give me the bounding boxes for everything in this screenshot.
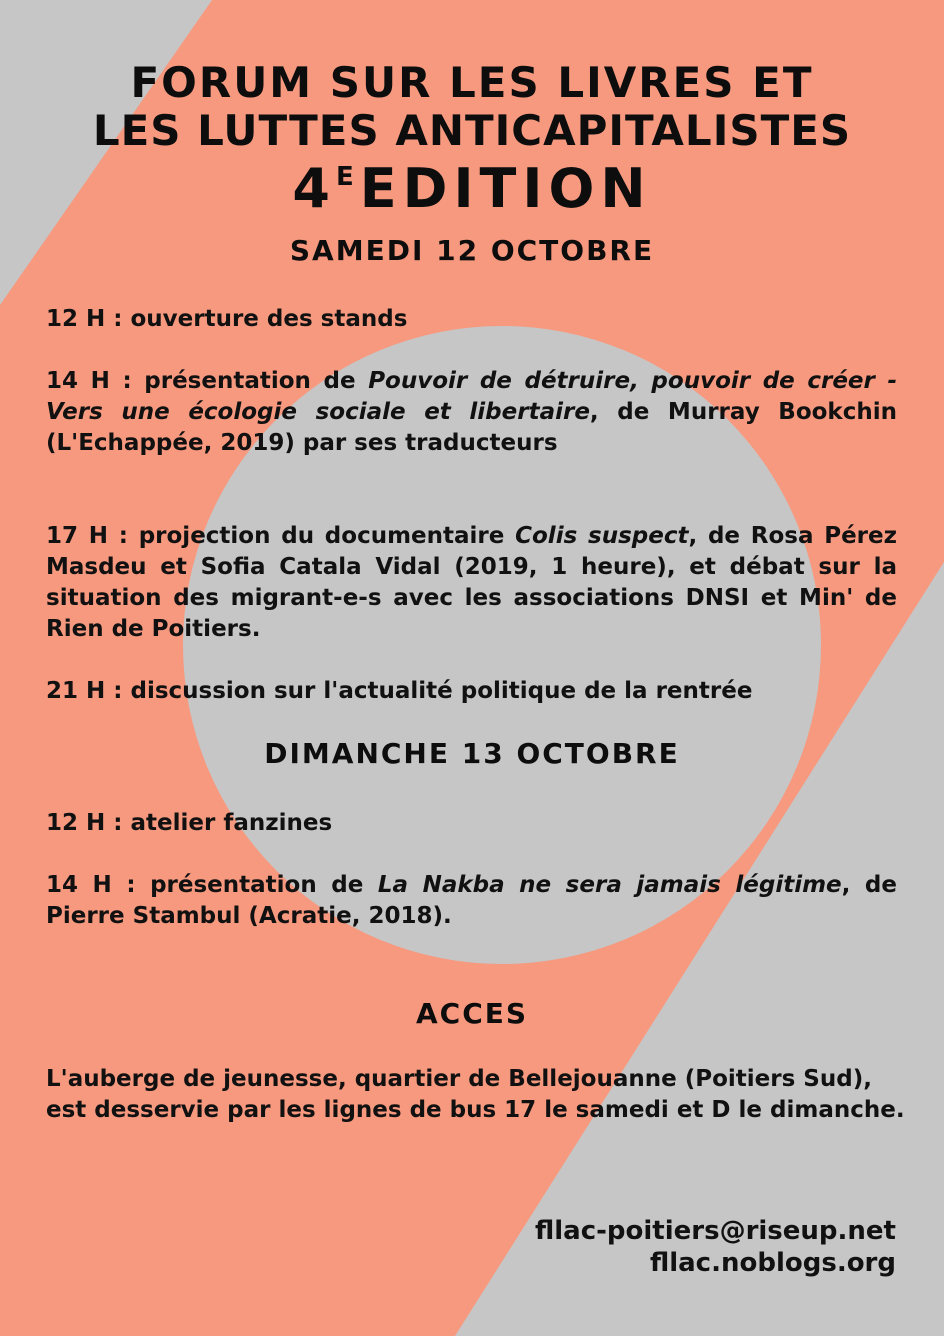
saturday-event-4 xyxy=(46,676,897,707)
title-line-2: LES LUTTES ANTICAPITALISTES xyxy=(92,106,852,155)
event-text: discussion sur l'actualité politique de la rentrée xyxy=(130,678,753,704)
event-text: ouverture des stands xyxy=(130,306,408,332)
event-time: 14 H : xyxy=(46,872,136,898)
event-text-pre: présentation de xyxy=(144,368,356,394)
event-time: 12 H : xyxy=(46,306,123,332)
title-line-1: FORUM SUR LES LIVRES ET xyxy=(130,58,814,107)
access-text: L'auberge de jeunesse, quartier de Bellejouanne (Poitiers Sud), est desservie par les lignes de bus 17 le samedi et D le dimanche. xyxy=(46,1066,905,1123)
edition-word: EDITION xyxy=(359,157,652,220)
event-text-pre: présentation de xyxy=(150,872,364,898)
book-title: La Nakba ne sera jamais légitime xyxy=(377,872,842,898)
event-text-pre: projection du documentaire xyxy=(138,523,505,549)
book-title: Pouvoir de détruire, pouvoir de créer - Vers une écologie sociale et libertaire xyxy=(46,368,898,425)
event-text-post: , de Rosa Pérez Masdeu et Sofia Catala Vidal (2019, 1 heure), et débat sur la situation des migrant-e-s avec les associations DNSI et Min' de Rien de Poitiers. xyxy=(46,523,898,642)
event-text-post: , de Murray Bookchin (L'Echappée, 2019) par ses traducteurs xyxy=(46,399,897,456)
event-text-post: , de Pierre Stambul (Acratie, 2018). xyxy=(46,872,897,929)
film-title: Colis suspect xyxy=(515,523,689,549)
sunday-event-2 xyxy=(46,870,897,932)
saturday-event-3 xyxy=(46,521,897,645)
saturday-event-2 xyxy=(46,366,897,459)
event-time: 17 H : xyxy=(46,523,128,549)
sunday-event-1 xyxy=(46,808,897,839)
saturday-heading: SAMEDI 12 OCTOBRE xyxy=(289,234,655,267)
saturday-event-1 xyxy=(46,304,897,335)
contact-website[interactable]: fllac.noblogs.org xyxy=(649,1248,896,1278)
edition-superscript: E xyxy=(335,162,354,192)
contact-email[interactable]: fllac-poitiers@riseup.net xyxy=(534,1216,896,1246)
event-time: 21 H : xyxy=(46,678,123,704)
event-time: 12 H : xyxy=(46,810,123,836)
sunday-heading: DIMANCHE 13 OCTOBRE xyxy=(264,737,680,770)
access-heading: ACCES xyxy=(415,997,529,1030)
edition-title xyxy=(0,157,944,220)
event-text: atelier fanzines xyxy=(130,810,333,836)
event-time: 14 H : xyxy=(46,368,132,394)
edition-number: 4 xyxy=(292,157,336,220)
